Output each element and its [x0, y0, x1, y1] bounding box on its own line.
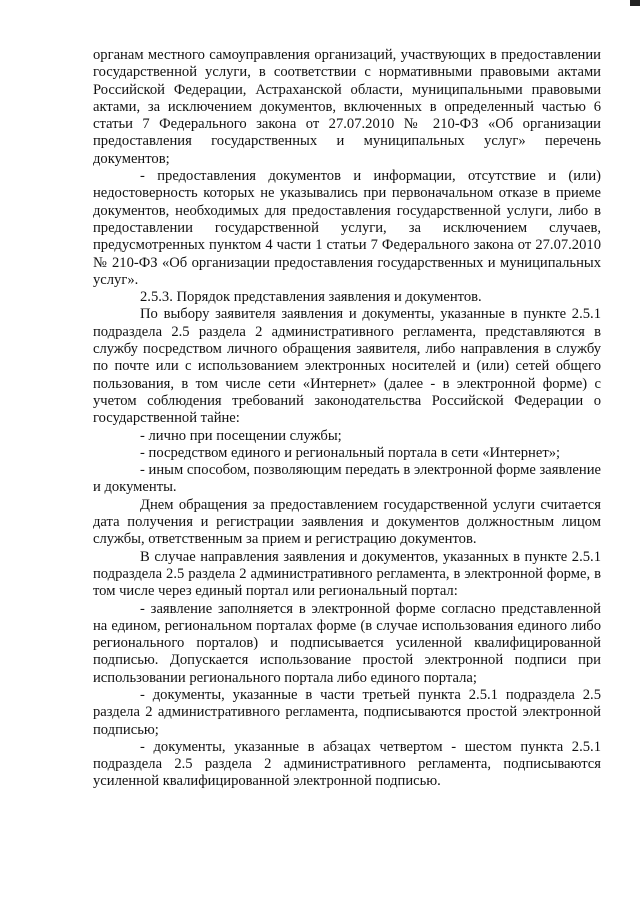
- paragraph: - предоставления документов и информации, отсутствие и (или) недостоверность которых не указывались при первоначальном отказе в приеме документов, необходимых для предоставления государственной услуги, либо в предоставлении государственной услуги, за исключением случаев, предусмотренных пунктом 4 части 1 статьи 7 Федерального закона от 27.07.2010 № 210-ФЗ «Об организации предоставления государственных и муниципальных услуг».: [93, 168, 601, 288]
- scan-corner-mark: [630, 0, 640, 6]
- paragraph: органам местного самоуправления организаций, участвующих в предоставлении государственной услуги, в соответствии с нормативными правовыми актами Российской Федерации, Астраханской области, муниципальными правовыми актами, за исключением документов, включенных в определенный частью 6 статьи 7 Федерального закона от 27.07.2010 № 210-ФЗ «Об организации предоставления государственных и муниципальных услуг» перечень документов;: [93, 47, 601, 167]
- paragraph: В случае направления заявления и документов, указанных в пункте 2.5.1 подраздела 2.5 раздела 2 административного регламента, в электронной форме, в том числе через единый портал или региональный портал:: [93, 548, 601, 600]
- list-item: - посредством единого и региональный портала в сети «Интернет»;: [140, 444, 561, 461]
- paragraph: Днем обращения за предоставлением государственной услуги считается дата получения и регистрации заявления и документов должностным лицом службы, ответственным за прием и регистрацию документов.: [93, 496, 601, 548]
- paragraph: По выбору заявителя заявления и документы, указанные в пункте 2.5.1 подраздела 2.5 раздела 2 административного регламента, представляются в службу посредством личного обращения заявителя, либо направления в службу по почте или с использованием электронных носителей и (или) сетей общего пользования, в том числе сети «Интернет» (далее - в электронной форме) с учетом соблюдения требований законодательства Российской Федерации о государственной тайне:: [93, 306, 601, 427]
- list-item: - иным способом, позволяющим передать в электронной форме заявление и документы.: [93, 462, 601, 496]
- list-item: - лично при посещении службы;: [140, 427, 342, 444]
- document-page: [93, 47, 601, 791]
- list-item: - заявление заполняется в электронной форме согласно представленной на едином, региональном порталах форме (в случае использования единого либо регионального порталов) и подписывается усиленной квалифицированной подписью. Допускается использование простой электронной подписи при использовании регионального портала либо единого портала;: [93, 600, 601, 686]
- list-item: - документы, указанные в части третьей пункта 2.5.1 подраздела 2.5 раздела 2 административного регламента, подписываются простой электронной подписью;: [93, 686, 601, 738]
- list-item: - документы, указанные в абзацах четвертом - шестом пункта 2.5.1 подраздела 2.5 раздела 2 административного регламента, подписываются усиленной квалифицированной электронной подписью.: [93, 738, 601, 790]
- section-heading: 2.5.3. Порядок представления заявления и документов.: [140, 289, 482, 306]
